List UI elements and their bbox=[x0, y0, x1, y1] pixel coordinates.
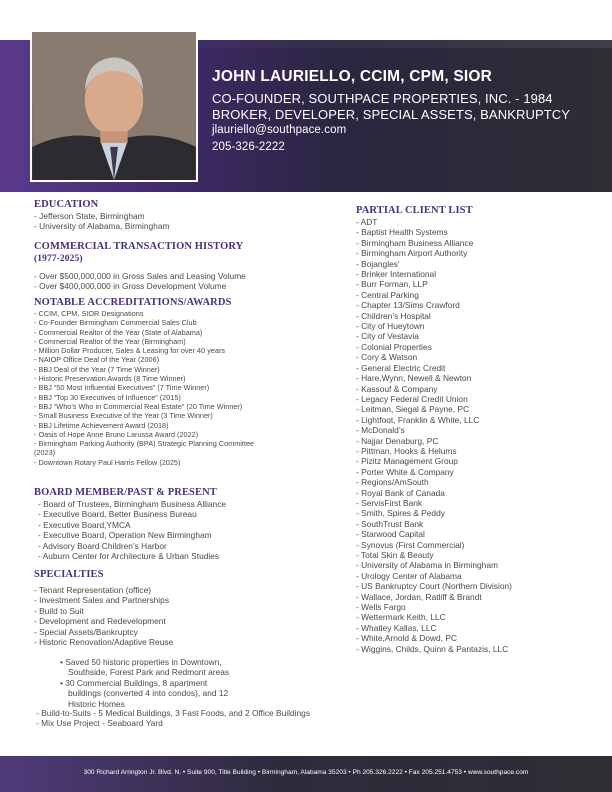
list-item: - Commercial Realtor of the Year (State of Alabama) bbox=[34, 328, 274, 337]
list-item: - University of Alabama, Birmingham bbox=[34, 221, 169, 231]
accreditations-list bbox=[34, 309, 274, 467]
list-item: - CCIM, CPM, SIOR Designations bbox=[34, 309, 274, 318]
list-item: - Executive Board, Better Business Bureau bbox=[38, 509, 226, 519]
list-item: - White,Arnold & Dowd, PC bbox=[356, 633, 512, 643]
list-item: - Board of Trustees, Birmingham Business Alliance bbox=[38, 499, 226, 509]
list-item: - Lightfoot, Franklin & White, LLC bbox=[356, 415, 512, 425]
list-item: - Cory & Watson bbox=[356, 352, 512, 362]
list-item: - BBJ “50 Most Influential Executives” (7 Time Winner) bbox=[34, 383, 274, 392]
list-item: - Historic Renovation/Adaptive Reuse bbox=[34, 637, 173, 647]
list-item: - SouthTrust Bank bbox=[356, 519, 512, 529]
list-item: - Bojangles’ bbox=[356, 259, 512, 269]
list-item: - Total Skin & Beauty bbox=[356, 550, 512, 560]
list-item: - Mix Use Project - Seaboard Yard bbox=[36, 718, 310, 728]
list-item: - Downtown Rotary Paul Harris Fellow (2025) bbox=[34, 458, 274, 467]
list-item: - Wells Fargo bbox=[356, 602, 512, 612]
list-item: - Najjar Denaburg, PC bbox=[356, 436, 512, 446]
list-item: - City of Vestavia bbox=[356, 331, 512, 341]
list-item: - Leitman, Siegal & Payne, PC bbox=[356, 404, 512, 414]
list-item: - Small Business Executive of the Year (3 Time Winner) bbox=[34, 411, 274, 420]
list-item: - Birmingham Parking Authority (BPA) Strategic Planning Committee (2023) bbox=[34, 439, 274, 458]
list-item: - ADT bbox=[356, 217, 512, 227]
list-item: - Build-to-Suits - 5 Medical Buildings, 3 Fast Foods, and 2 Office Buildings bbox=[36, 708, 310, 718]
footer-band bbox=[0, 756, 612, 792]
list-item: - Jefferson State, Birmingham bbox=[34, 211, 169, 221]
list-item: - Synovus (First Commercial) bbox=[356, 540, 512, 550]
list-item: - Wiggins, Childs, Quinn & Pantazis, LLC bbox=[356, 644, 512, 654]
transactions-list bbox=[34, 271, 246, 292]
list-item: - Chapter 13/Sims Crawford bbox=[356, 300, 512, 310]
list-item: - Tenant Representation (office) bbox=[34, 585, 173, 595]
list-item: - Pittman, Hooks & Helums bbox=[356, 446, 512, 456]
list-item: - Birmingham Airport Authority bbox=[356, 248, 512, 258]
list-item: - Million Dollar Producer, Sales & Leasing for over 40 years bbox=[34, 346, 274, 355]
list-item: - NAIOP Office Deal of the Year (2006) bbox=[34, 355, 274, 364]
list-item: - ServisFirst Bank bbox=[356, 498, 512, 508]
list-item: - BBJ Lifetime Achievement Award (2018) bbox=[34, 421, 274, 430]
list-item: - Kassouf & Company bbox=[356, 384, 512, 394]
title-line-cofounder: CO-FOUNDER, SOUTHPACE PROPERTIES, INC. - 1984 bbox=[212, 91, 553, 106]
list-item: - Historic Preservation Awards (8 Time Winner) bbox=[34, 374, 274, 383]
list-item: - Urology Center of Alabama bbox=[356, 571, 512, 581]
list-item: - Baptist Health Systems bbox=[356, 227, 512, 237]
list-item: - Executive Board,YMCA bbox=[38, 520, 226, 530]
list-item-continued: buildings (converted 4 into condos), and 12 bbox=[68, 688, 229, 699]
transactions-heading: COMMERCIAL TRANSACTION HISTORY bbox=[34, 241, 244, 252]
list-item: - Investment Sales and Partnerships bbox=[34, 595, 173, 605]
list-item: • Saved 50 historic properties in Downtown, bbox=[60, 657, 229, 667]
list-item: - Smith, Spires & Peddy bbox=[356, 508, 512, 518]
list-item-continued: Historic Homes bbox=[68, 698, 125, 709]
board-list bbox=[38, 499, 226, 561]
list-item: - General Electric Credit bbox=[356, 363, 512, 373]
list-item: - Birmingham Business Alliance bbox=[356, 238, 512, 248]
list-item: - Hare,Wynn, Newell & Newton bbox=[356, 373, 512, 383]
phone-number: 205-326-2222 bbox=[212, 141, 285, 153]
list-item: - McDonald’s bbox=[356, 425, 512, 435]
list-item: - Wallace, Jordan, Ratliff & Brandt bbox=[356, 592, 512, 602]
person-name: JOHN LAURIELLO, CCIM, CPM, SIOR bbox=[212, 68, 493, 85]
list-item: - Advisory Board Children’s Harbor bbox=[38, 541, 226, 551]
list-item: - University of Alabama in Birmingham bbox=[356, 560, 512, 570]
list-item: - Build to Suit bbox=[34, 606, 173, 616]
title-line-roles: BROKER, DEVELOPER, SPECIAL ASSETS, BANKRUPTCY bbox=[212, 107, 571, 122]
education-heading: EDUCATION bbox=[34, 199, 99, 210]
list-item: - Colonial Properties bbox=[356, 342, 512, 352]
list-item: - Over $400,000,000 in Gross Development Volume bbox=[34, 281, 246, 291]
list-item: • 30 Commercial Buildings, 8 apartment bbox=[60, 678, 229, 688]
list-item: - City of Hueytown bbox=[356, 321, 512, 331]
list-item: - Children’s Hospital bbox=[356, 311, 512, 321]
list-item: - Oasis of Hope Anne Bruno Larussa Award (2022) bbox=[34, 430, 274, 439]
list-item: - Development and Redevelopment bbox=[34, 616, 173, 626]
list-item-continued: Southside, Forest Park and Redmont areas bbox=[68, 667, 230, 678]
list-item: - Wettermark Keith, LLC bbox=[356, 612, 512, 622]
specialties-extra-list bbox=[36, 708, 310, 729]
list-item: - Porter White & Company bbox=[356, 467, 512, 477]
list-item: - Brinker International bbox=[356, 269, 512, 279]
specialties-heading: SPECIALTIES bbox=[34, 569, 104, 580]
footer-contact-text: 300 Richard Arrington Jr. Blvd. N. • Suite 900, Title Building • Birmingham, Alabama 35203 • Ph 205.326.2222 • Fax 205.251.4753 • www.southpace.com bbox=[83, 769, 529, 776]
clients-heading: PARTIAL CLIENT LIST bbox=[356, 205, 473, 216]
list-item: - BBJ “Who’s Who in Commercial Real Estate” (20 Time Winner) bbox=[34, 402, 274, 411]
list-item: - Pizitz Management Group bbox=[356, 456, 512, 466]
list-item: - Co-Founder Birmingham Commercial Sales Club bbox=[34, 318, 274, 327]
list-item: - BBJ Deal of the Year (7 Time Winner) bbox=[34, 365, 274, 374]
list-item: - Executive Board, Operation New Birmingham bbox=[38, 530, 226, 540]
portrait-photo bbox=[30, 30, 198, 182]
list-item: - Over $500,000,000 in Gross Sales and Leasing Volume bbox=[34, 271, 246, 281]
list-item: - Special Assets/Bankruptcy bbox=[34, 627, 173, 637]
list-item: - Commercial Realtor of the Year (Birmingham) bbox=[34, 337, 274, 346]
specialties-list bbox=[34, 585, 173, 647]
list-item: - Whatley Kallas, LLC bbox=[356, 623, 512, 633]
education-list bbox=[34, 211, 169, 232]
list-item: - Legacy Federal Credit Union bbox=[356, 394, 512, 404]
list-item: - Burr Forman, LLP bbox=[356, 279, 512, 289]
list-item: - US Bankruptcy Court (Northern Division) bbox=[356, 581, 512, 591]
list-item: - Starwood Capital bbox=[356, 529, 512, 539]
list-item: - Auburn Center for Architecture & Urban Studies bbox=[38, 551, 226, 561]
board-heading: BOARD MEMBER/PAST & PRESENT bbox=[34, 487, 217, 498]
list-item: - BBJ “Top 30 Executives of Influence” (2015) bbox=[34, 393, 274, 402]
specialties-sub-list bbox=[60, 657, 229, 709]
list-item: - Central Parking bbox=[356, 290, 512, 300]
accreditations-heading: NOTABLE ACCREDITATIONS/AWARDS bbox=[34, 297, 232, 308]
portrait-illustration bbox=[32, 32, 196, 180]
list-item: - Royal Bank of Canada bbox=[356, 488, 512, 498]
email-link[interactable]: jlauriello@southpace.com bbox=[212, 124, 347, 136]
transactions-years: (1977-2025) bbox=[34, 254, 83, 264]
client-list bbox=[356, 217, 512, 654]
list-item: - Regions/AmSouth bbox=[356, 477, 512, 487]
